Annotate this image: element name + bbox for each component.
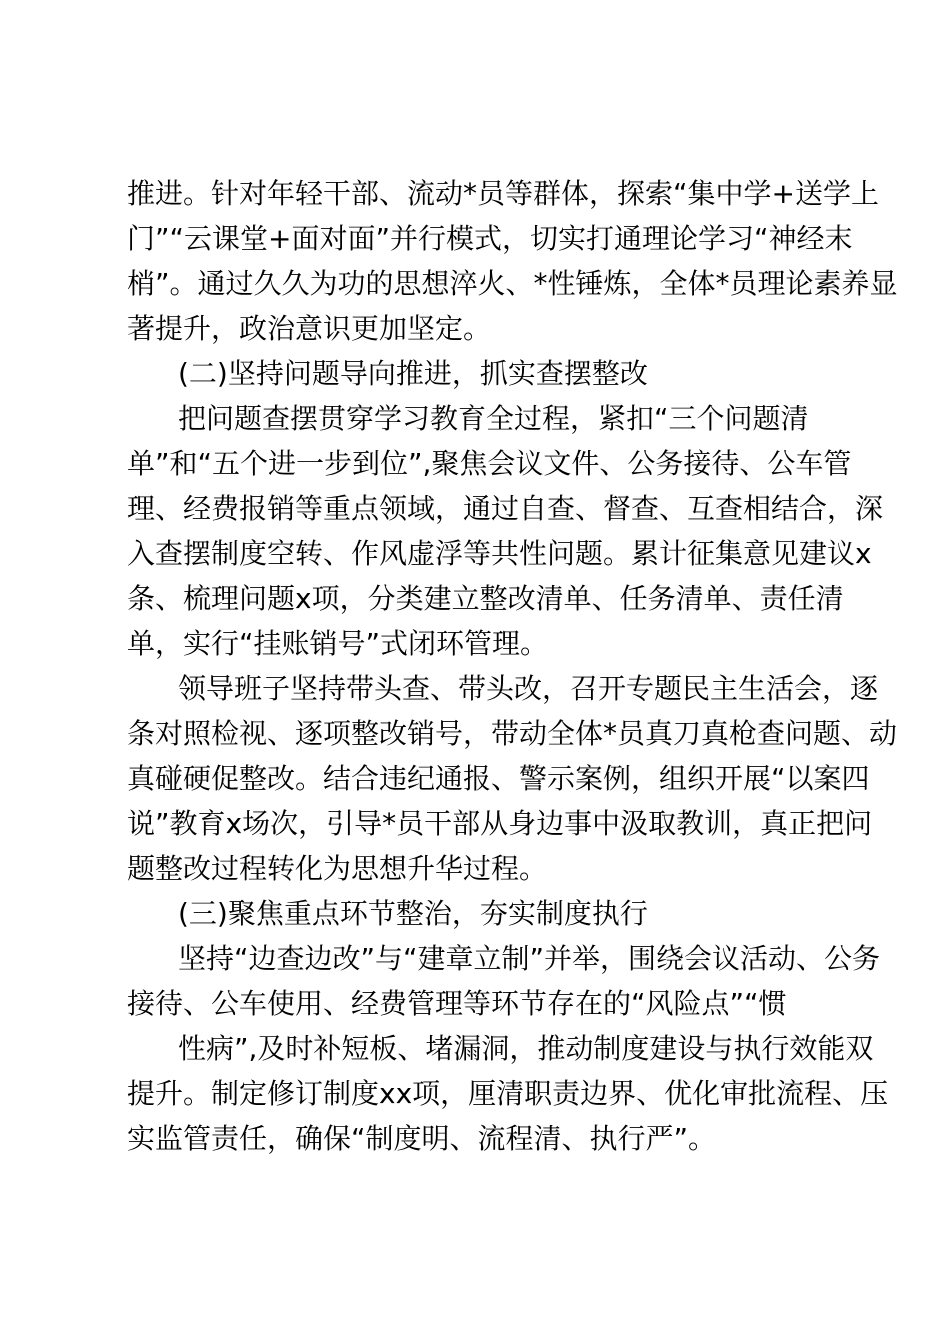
paragraph-first-line: 坚持“边查边改”与“建章立制”并举，围绕会议活动、公务 (178, 942, 881, 975)
text-line: 说”教育x场次，引导*员干部从身边事中汲取教训，真正把问 (127, 807, 873, 840)
text-line: 性病”,及时补短板、堵漏洞，推动制度建设与执行效能双 (178, 1032, 874, 1065)
section-heading: (二)坚持问题导向推进，抓实查摆整改 (178, 357, 648, 390)
text-line: 理、经费报销等重点领域，通过自查、督查、互查相结合，深 (127, 492, 884, 525)
text-line: 推进。针对年轻干部、流动*员等群体，探索“集中学+送学上 (127, 177, 879, 210)
paragraph-first-line: 领导班子坚持带头查、带头改，召开专题民主生活会，逐 (178, 672, 879, 705)
text-line: 实监管责任，确保“制度明、流程清、执行严”。 (127, 1122, 717, 1155)
text-line: 入查摆制度空转、作风虚浮等共性问题。累计征集意见建议x (127, 537, 872, 570)
text-line: 门”“云课堂+面对面”并行模式，切实打通理论学习“神经末 (127, 222, 853, 255)
text-line: 著提升，政治意识更加坚定。 (127, 312, 492, 345)
text-line: 真碰硬促整改。结合违纪通报、警示案例，组织开展“以案四 (127, 762, 870, 795)
text-line: 梢”。通过久久为功的思想淬火、*性锤炼，全体*员理论素养显 (127, 267, 898, 300)
text-line: 单，实行“挂账销号”式闭环管理。 (127, 627, 549, 660)
text-line: 单”和“五个进一步到位”,聚焦会议文件、公务接待、公车管 (127, 447, 852, 480)
text-line: 接待、公车使用、经费管理等环节存在的“风险点”“惯 (127, 987, 787, 1020)
text-line: 条对照检视、逐项整改销号，带动全体*员真刀真枪查问题、动 (127, 717, 898, 750)
text-line: 题整改过程转化为思想升华过程。 (127, 852, 548, 885)
section-heading: (三)聚焦重点环节整治，夯实制度执行 (178, 897, 648, 930)
text-line: 条、梳理问题x项，分类建立整改清单、任务清单、责任清 (127, 582, 844, 615)
text-line: 提升。制定修订制度xx项，厘清职责边界、优化审批流程、压 (127, 1077, 889, 1110)
paragraph-first-line: 把问题查摆贯穿学习教育全过程，紧扣“三个问题清 (178, 402, 809, 435)
